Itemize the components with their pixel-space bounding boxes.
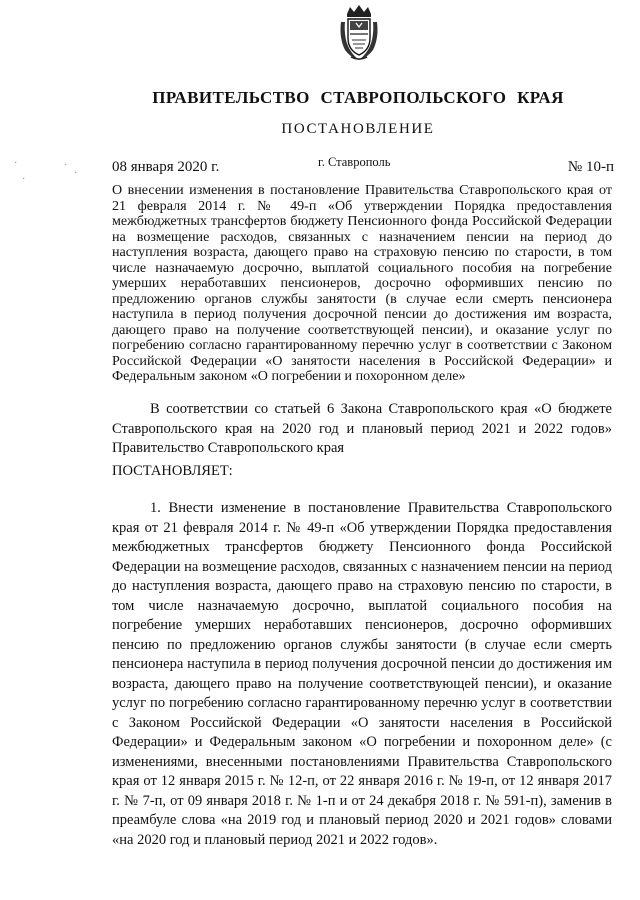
clause-1: 1. Внести изменение в постановление Правительства Ставропольского края от 21 февраля 2014 г. № 49-п «Об утверждении Порядка предоставления межбюджетных трансфертов бюджету Пенсионного фонда Российской Федерации на возмещение расходов, связанных с назначением пенсии на период до наступления возраста, дающего право на страховую пенсию по старости, в том числе назначаемую досрочно, выплатой социального пособия на погребение умерших неработавших пенсионеров, досрочно оформивших пенсию по предложению органов службы занятости (в случае если смерть пенсионера наступила в период получения досрочной пенсии до достижения им возраста, дающего право на получение соответствующей пенсии), и оказание услуг по погребению согласно гарантированному перечню услуг в соответствии с Законом Российской Федерации «О занятости населения в Российской Федерации» и Федеральным законом «О погребении и похоронном деле» (с изменениями, внесенными постановлениями Правительства Ставропольского края от 12 января 2015 г. № 12-п, от 22 января 2016 г. № 19-п, от 12 января 2017 г. № 7-п, от 09 января 2018 г. № 1-п и от 24 декабря 2018 г. № 591-п), заменив в преамбуле слова «на 2019 год и плановый период 2020 и 2021 годов» словами «на 2020 год и плановый период 2021 и 2022 годов».	[112, 500, 612, 848]
scan-speck: ·	[74, 168, 78, 179]
scan-speck: ·	[22, 174, 26, 185]
scan-speck: ·	[64, 160, 68, 171]
scan-speck: ·	[14, 158, 18, 169]
document-number: № 10-п	[567, 159, 614, 175]
resolves-heading: ПОСТАНОВЛЯЕТ:	[112, 463, 233, 479]
document-subject: О внесении изменения в постановление Правительства Ставропольского края от 21 февраля 2014 г. № 49-п «Об утверждении Порядка предоставления межбюджетных трансфертов бюджету Пенсионного фонда Российской Федерации на возмещение расходов, связанных с назначением пенсии на период до наступления возраста, дающего право на страховую пенсию по старости, в том числе назначаемую досрочно, выплатой социального пособия на погребение умерших неработавших пенсионеров, досрочно оформивших пенсию по предложению органов службы занятости (в случае если смерть пенсионера наступила в период получения досрочной пенсии до достижения им возраста, дающего право на получение соответствующей пенсии), и оказание услуг по погребению согласно гарантированному перечню услуг в соответствии с Законом Российской Федерации «О занятости населения в Российской Федерации» и Федеральным законом «О погребении и похоронном деле»	[112, 182, 612, 384]
document-city: г. Ставрополь	[318, 155, 391, 169]
document-date: 08 января 2020 г.	[112, 159, 220, 175]
coat-of-arms-icon	[337, 4, 381, 62]
government-title: ПРАВИТЕЛЬСТВО СТАВРОПОЛЬСКОГО КРАЯ	[152, 88, 564, 107]
document-type: ПОСТАНОВЛЕНИЕ	[281, 121, 435, 137]
preamble-paragraph: В соответствии со статьей 6 Закона Ставропольского края «О бюджете Ставропольского края на 2020 год и плановый период 2021 и 2022 годов» Правительство Ставропольского края	[112, 401, 612, 456]
